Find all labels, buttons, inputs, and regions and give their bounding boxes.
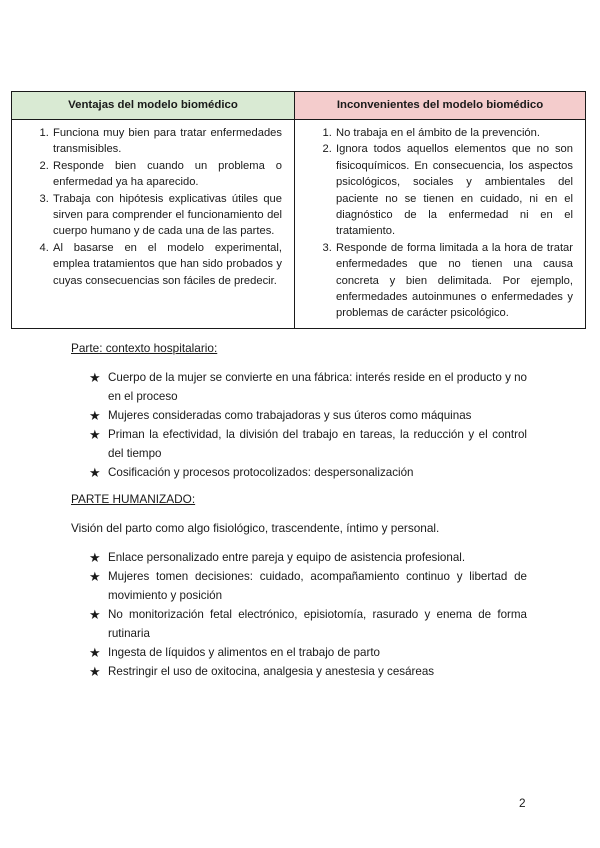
bullet-text: Priman la efectividad, la división del trabajo en tareas, la reducción y el control del tiempo	[108, 428, 527, 460]
bullet-text: Ingesta de líquidos y alimentos en el trabajo de parto	[108, 646, 380, 659]
star-icon: ★	[89, 550, 101, 565]
list-item: 1. No trabaja en el ámbito de la prevención.	[335, 125, 573, 141]
comparison-table	[11, 91, 586, 329]
list-item	[89, 662, 527, 681]
disadvantages-list	[301, 125, 573, 322]
list-item: 3. Responde de forma limitada a la hora de tratar enfermedades que no tienen una causa concreta y bien delimitada. Por ejemplo, enfermedades autoinmunes o enfermedades y problemas de carácter psicológico.	[335, 240, 573, 322]
hospital-bullet-list	[89, 368, 527, 482]
list-item	[89, 567, 527, 605]
advantages-cell	[12, 120, 295, 329]
page-number: 2	[519, 796, 526, 810]
bullet-text: Mujeres tomen decisiones: cuidado, acompañamiento continuo y libertad de movimiento y posición	[108, 570, 527, 602]
humanized-bullet-list	[89, 548, 527, 681]
star-icon: ★	[89, 408, 101, 423]
humanized-section-title: PARTE HUMANIZADO:	[71, 492, 196, 506]
humanized-intro: Visión del parto como algo fisiológico, trascendente, íntimo y personal.	[71, 521, 440, 535]
star-icon: ★	[89, 427, 101, 442]
star-icon: ★	[89, 664, 101, 679]
hospital-section-title: Parte: contexto hospitalario:	[71, 341, 218, 355]
bullet-text: No monitorización fetal electrónico, episiotomía, rasurado y enema de forma rutinaria	[108, 608, 527, 640]
list-item	[89, 463, 527, 482]
star-icon: ★	[89, 370, 101, 385]
table-header-row	[12, 92, 586, 120]
bullet-text: Restringir el uso de oxitocina, analgesia y anestesia y cesáreas	[108, 665, 435, 678]
list-item	[89, 406, 527, 425]
bullet-text: Cuerpo de la mujer se convierte en una fábrica: interés reside en el producto y no en el proceso	[108, 371, 527, 403]
list-item: 1. Funciona muy bien para tratar enfermedades transmisibles.	[52, 125, 282, 158]
star-icon: ★	[89, 465, 101, 480]
bullet-text: Mujeres consideradas como trabajadoras y sus úteros como máquinas	[108, 409, 472, 422]
star-icon: ★	[89, 569, 101, 584]
disadvantages-cell	[295, 120, 586, 329]
bullet-text: Cosificación y procesos protocolizados: despersonalización	[108, 466, 414, 479]
list-item	[89, 548, 527, 567]
list-item: 2. Responde bien cuando un problema o enfermedad ya ha aparecido.	[52, 158, 282, 191]
bullet-text: Enlace personalizado entre pareja y equipo de asistencia profesional.	[108, 551, 466, 564]
list-item	[89, 643, 527, 662]
disadvantages-header: Inconvenientes del modelo biomédico	[295, 92, 586, 120]
list-item: 3. Trabaja con hipótesis explicativas útiles que sirven para comprender el funcionamiento del cuerpo humano y de cada una de las partes.	[52, 191, 282, 240]
advantages-header: Ventajas del modelo biomédico	[12, 92, 295, 120]
list-item	[89, 605, 527, 643]
advantages-list	[18, 125, 282, 289]
star-icon: ★	[89, 645, 101, 660]
table-body-row	[12, 120, 586, 329]
list-item: 2. Ignora todos aquellos elementos que no son fisicoquímicos. En consecuencia, los aspectos psicológicos, sociales y ambientales del paciente no se tienen en cuidado, ni en el diagnóstico de la enfermedad ni en el tratamiento.	[335, 141, 573, 239]
star-icon: ★	[89, 607, 101, 622]
list-item	[89, 425, 527, 463]
list-item: 4. Al basarse en el modelo experimental, emplea tratamientos que han sido probados y cuyas consecuencias son fáciles de predecir.	[52, 240, 282, 289]
list-item	[89, 368, 527, 406]
